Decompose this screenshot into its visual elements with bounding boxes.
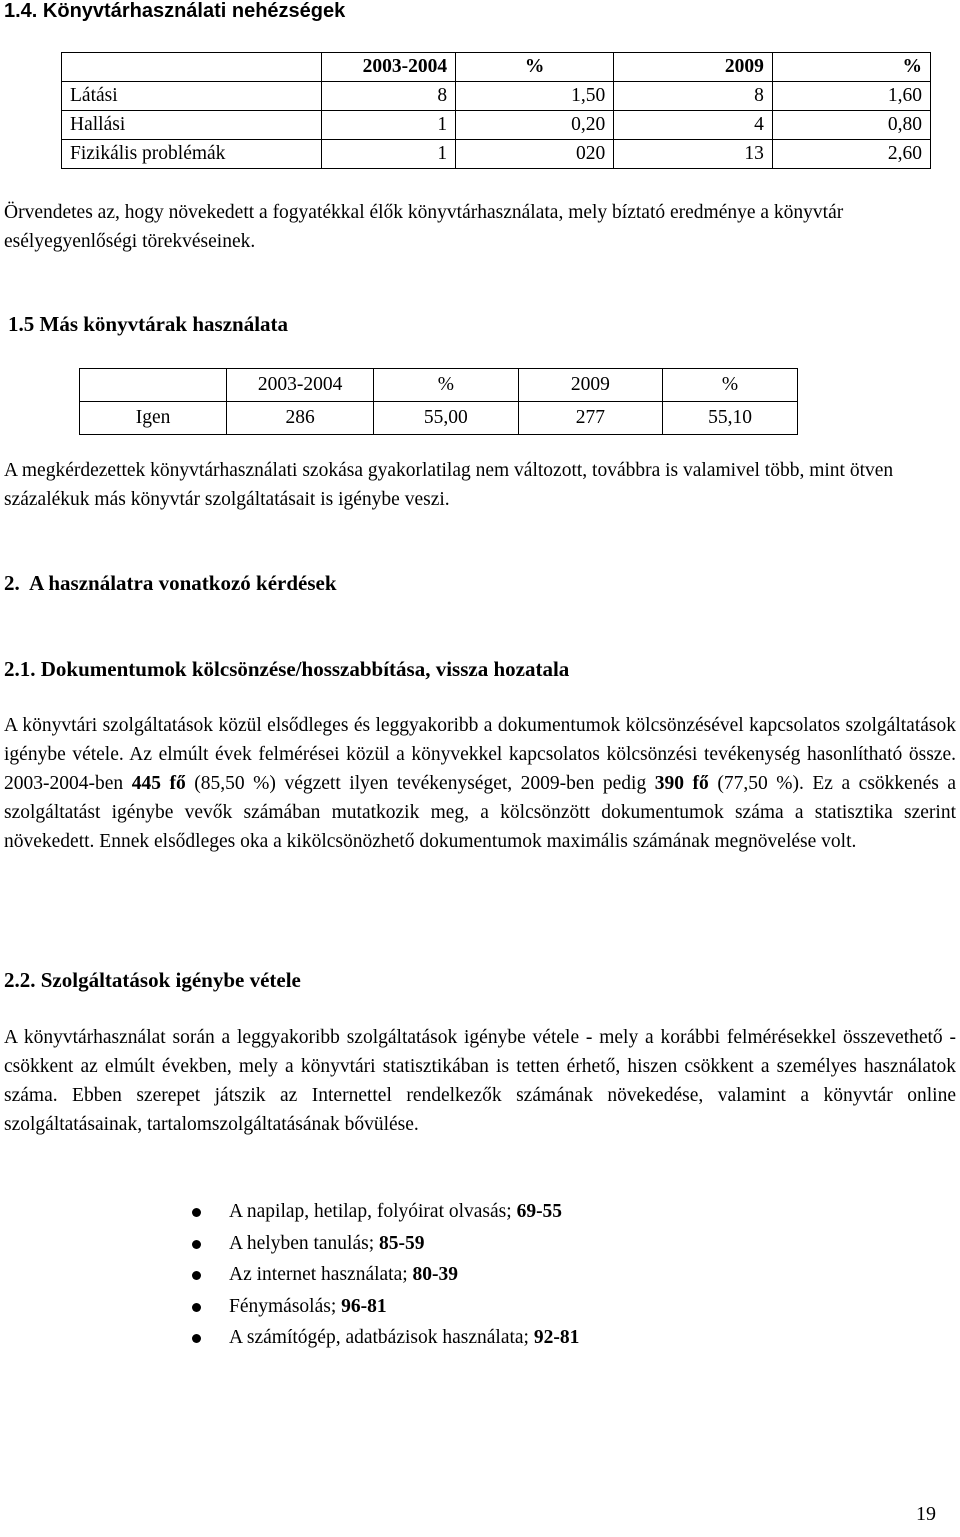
table-cell: Látási — [62, 82, 322, 111]
table-cell: 0,20 — [456, 111, 614, 140]
bullet-icon — [192, 1208, 201, 1217]
header-cell — [62, 53, 322, 82]
section-2-heading: 2. A használatra vonatkozó kérdések — [4, 571, 337, 595]
table-header-row — [62, 53, 931, 82]
table-cell: 4 — [614, 111, 773, 140]
section-2-2-heading: 2.2. Szolgáltatások igénybe vétele — [4, 968, 301, 992]
list-item — [229, 1196, 579, 1228]
paragraph-text: (85,50 %) végzett ilyen tevékenységet, 2009-ben pedig — [185, 773, 655, 794]
table-cell: 13 — [614, 140, 773, 169]
bullet-icon — [192, 1240, 201, 1249]
list-item-value: 96-81 — [341, 1295, 387, 1317]
table-cell: 1 — [321, 140, 455, 169]
table-row — [62, 82, 931, 111]
section-1-4-paragraph: Örvendetes az, hogy növekedett a fogyatékkal élők könyvtárhasználata, mely bíztató eredménye a könyvtár esélyegyenlőségi törekvéseinek. — [4, 202, 844, 252]
header-cell: % — [374, 369, 519, 402]
table-header-row — [80, 369, 798, 402]
section-2-1-paragraph — [4, 711, 956, 856]
header-cell: 2003-2004 — [321, 53, 455, 82]
table-cell: 286 — [227, 402, 374, 435]
list-item-text: A számítógép, adatbázisok használata; — [229, 1327, 534, 1348]
list-item — [229, 1322, 579, 1354]
section-1-5-paragraph: A megkérdezettek könyvtárhasználati szokása gyakorlatilag nem változott, továbbra is valamivel több, mint ötven százalékuk más könyvtár szolgáltatásait is igénybe veszi. — [4, 460, 894, 510]
list-item — [229, 1228, 579, 1260]
paragraph-text: (77,50 %). Ez a csökkenés a szolgáltatást igénybe vevők számában mutatkozik meg, a kölcsönzött dokumentumok száma a statisztika szerint növekedett. Ennek elsődleges oka a kikölcsönözhető dokumentumok maximális számának megnövelése volt. — [4, 773, 957, 852]
table-cell: 0,80 — [772, 111, 930, 140]
services-list — [229, 1196, 579, 1354]
table-cell: 2,60 — [772, 140, 930, 169]
section-1-5-heading: 1.5 Más könyvtárak használata — [8, 312, 289, 336]
bullet-icon — [192, 1271, 201, 1280]
header-cell: % — [456, 53, 614, 82]
list-item-value: 92-81 — [533, 1327, 580, 1348]
list-item-value: 69-55 — [516, 1201, 563, 1222]
table-cell: 1,60 — [772, 82, 930, 111]
section-2-1-heading: 2.1. Dokumentumok kölcsönzése/hosszabbítása, vissza hozatala — [4, 657, 570, 681]
table-cell: 8 — [614, 82, 773, 111]
header-cell: 2009 — [614, 53, 773, 82]
bold-value: 445 fő — [131, 773, 186, 794]
table-cell: 55,00 — [374, 402, 519, 435]
bullet-icon — [192, 1303, 201, 1312]
list-item-text: Fénymásolás; — [229, 1295, 342, 1317]
list-item-value: 85-59 — [379, 1232, 425, 1254]
list-item-text: A helyben tanulás; — [229, 1232, 380, 1254]
list-item — [229, 1259, 579, 1291]
difficulties-table — [61, 52, 931, 169]
bullet-icon — [192, 1334, 201, 1343]
list-item-text: Az internet használata; — [229, 1264, 413, 1285]
list-item-text: A napilap, hetilap, folyóirat olvasás; — [229, 1201, 517, 1222]
paragraph-text: A könyvtári szolgáltatások közül elsődleges és leggyakoribb a dokumentumok kölcsönzésével kapcsolatos szolgáltatások igénybe vétele. Az elmúlt évek felmérései közül a könyvekkel kapcsolatos kölcsönzési tevékenység hasonlítható össze. 2003-2004-ben — [4, 715, 956, 794]
header-cell: % — [772, 53, 930, 82]
table-cell: Hallási — [62, 111, 322, 140]
list-item — [229, 1291, 579, 1323]
table-cell: 8 — [321, 82, 455, 111]
table-cell: Fizikális problémák — [62, 140, 322, 169]
header-cell: 2003-2004 — [227, 369, 374, 402]
table-row — [80, 402, 798, 435]
table-row — [62, 111, 931, 140]
table-cell: 55,10 — [663, 402, 798, 435]
table-cell: Igen — [80, 402, 227, 435]
header-cell: % — [663, 369, 798, 402]
header-cell — [80, 369, 227, 402]
table-cell: 020 — [456, 140, 614, 169]
table-cell: 277 — [518, 402, 662, 435]
section-2-2-paragraph: A könyvtárhasználat során a leggyakoribb szolgáltatások igénybe vétele - mely a korábbi felmérésekkel összevethető - csökkent az elmúlt években, mely a könyvtári statisztikában is tetten érhető, hiszen csökkent a személyes használatok száma. Ebben szerepet játszik az Internettel rendelkezők számának növekedése, valamint a könyvtár online szolgáltatásainak, tartalomszolgáltatásának bővülése. — [4, 1027, 956, 1135]
table-row — [62, 140, 931, 169]
list-item-value: 80-39 — [412, 1264, 459, 1285]
table-cell: 1 — [321, 111, 455, 140]
bold-value: 390 fő — [654, 773, 709, 794]
section-1-4-heading: 1.4. Könyvtárhasználati nehézségek — [4, 0, 346, 22]
header-cell: 2009 — [518, 369, 662, 402]
page-number: 19 — [916, 1503, 936, 1525]
other-libraries-table — [79, 368, 798, 435]
table-cell: 1,50 — [456, 82, 614, 111]
